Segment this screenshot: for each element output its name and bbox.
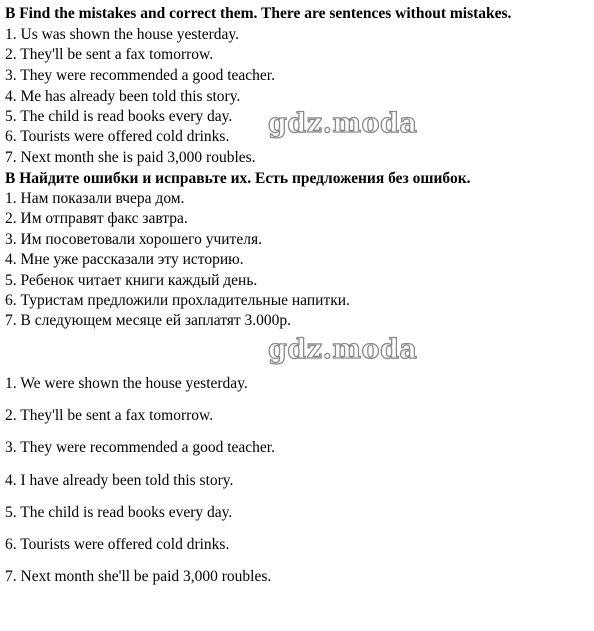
watermark-top: gdz.moda [268, 108, 418, 139]
answer-1: 1. We were shown the house yesterday. [5, 375, 248, 392]
exercise-ru-item-3: 3. Им посоветовали хорошего учителя. [5, 231, 262, 248]
answer-2: 2. They'll be sent a fax tomorrow. [5, 407, 214, 424]
exercise-ru-item-6: 6. Туристам предложили прохладительные напитки. [5, 292, 350, 309]
exercise-en-item-7: 7. Next month she is paid 3,000 roubles. [5, 149, 256, 166]
exercise-ru-heading: В Найдите ошибки и исправьте их. Есть предложения без ошибок. [5, 170, 471, 187]
exercise-en-item-5: 5. The child is read books every day. [5, 108, 233, 125]
exercise-en-item-6: 6. Tourists were offered cold drinks. [5, 128, 230, 145]
answer-7: 7. Next month she'll be paid 3,000 roubles. [5, 568, 272, 585]
exercise-en-heading: B Find the mistakes and correct them. There are sentences without mistakes. [5, 5, 512, 22]
exercise-en-item-3: 3. They were recommended a good teacher. [5, 67, 275, 84]
answer-3: 3. They were recommended a good teacher. [5, 439, 275, 456]
answer-4: 4. I have already been told this story. [5, 472, 234, 489]
exercise-en-item-1: 1. Us was shown the house yesterday. [5, 26, 240, 43]
exercise-ru-item-1: 1. Нам показали вчера дом. [5, 190, 185, 207]
watermark-middle: gdz.moda [268, 334, 418, 365]
answer-5: 5. The child is read books every day. [5, 504, 233, 521]
exercise-ru-item-7: 7. В следующем месяце ей заплатят 3.000р. [5, 312, 292, 329]
exercise-ru-item-5: 5. Ребенок читает книги каждый день. [5, 272, 258, 289]
exercise-en-item-4: 4. Me has already been told this story. [5, 88, 241, 105]
answer-6: 6. Tourists were offered cold drinks. [5, 536, 230, 553]
exercise-ru-item-4: 4. Мне уже рассказали эту историю. [5, 251, 244, 268]
exercise-en-item-2: 2. They'll be sent a fax tomorrow. [5, 46, 214, 63]
exercise-ru-item-2: 2. Им отправят факс завтра. [5, 210, 188, 227]
